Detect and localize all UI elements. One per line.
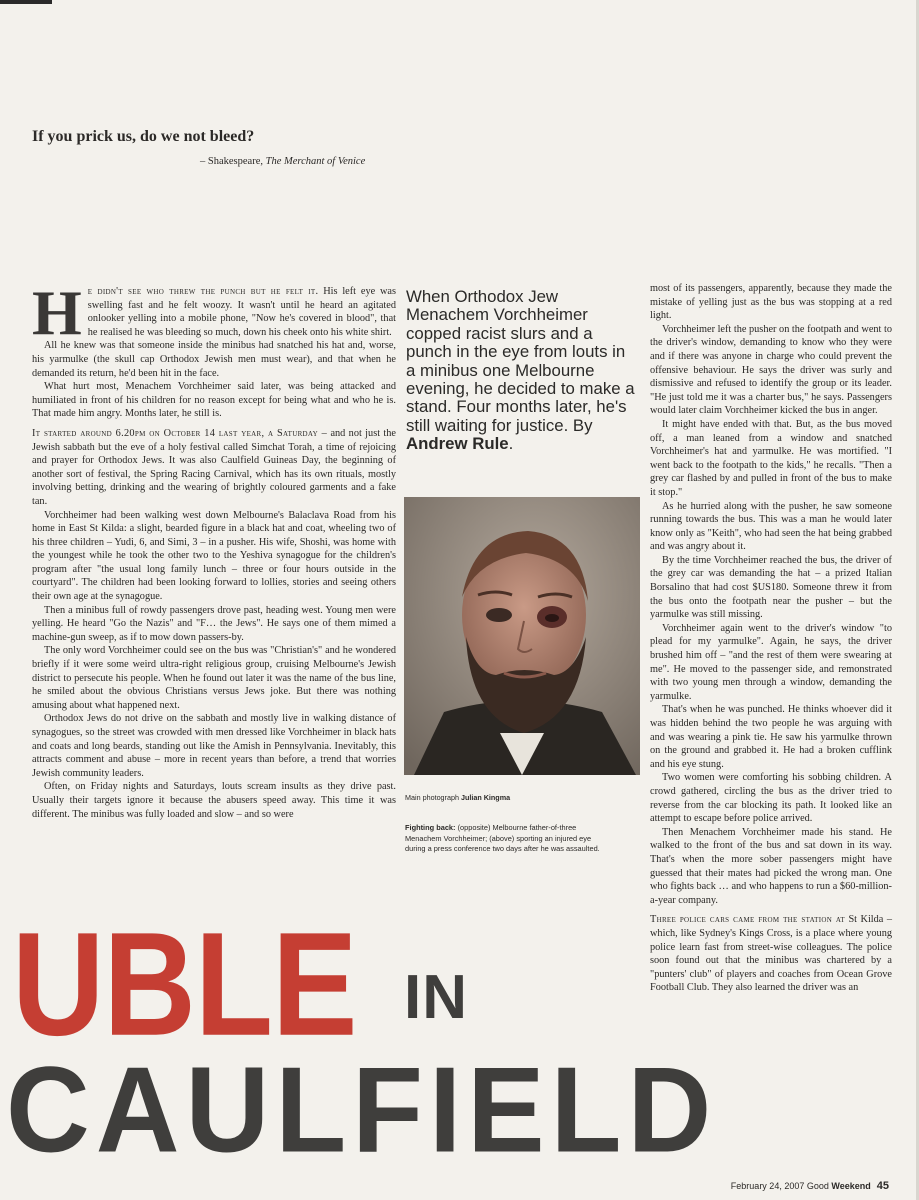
paragraph: The only word Vorchheimer could see on the bus was "Christian's" and he wondered briefly if it were some weird ultra-right religious group, cruising Melbourne's Jewish district to persecute his people. When he found out later it was the name of the bus line, he smiled about the obvious Christians versus Jews joke. But there was nothing amusing about what happened next. [32, 645, 396, 711]
paragraph: Vorchheimer left the pusher on the footpath and went to the driver's window, demanding to know who they were and if there was anyone in charge who could prevent the offensive behaviour. He says the driver was surly and dismissive and refused to identify the group or its leader. "He just told me it was a charter bus," he says. Passengers would later claim Vorchheimer kicked the bus in anger. [650, 323, 892, 417]
paragraph: What hurt most, Menachem Vorchheimer said later, was being attacked and humiliated in front of his children for no reason except for being what and who he is. That made him angry. Months later, he still is. [32, 381, 396, 420]
page-footer: February 24, 2007 Good Weekend 45 [730, 1180, 889, 1192]
portrait-illustration [404, 497, 640, 775]
portrait-photo [404, 497, 640, 775]
paragraph: Then a minibus full of rowdy passengers drove past, heading west. Young men were yelling. He heard "Go the Nazis" and "F… the Jews". He says one of them mimed a machine-gun sweep, as if to mow down passers-by. [32, 604, 396, 643]
photo-credit: Main photograph Julian Kingma [405, 793, 511, 802]
headline-in: IN [404, 963, 468, 1032]
paragraph: Orthodox Jews do not drive on the sabbath and mostly live in walking distance of synagogues, so the street was crowded with men dressed like Vorchheimer in black hats and coats and long beards, standing out like the Amish in Pennsylvania. Inevitably, this attracts comment and abuse – more in recent years than before, a trend that worries Jewish community leaders. [32, 713, 396, 779]
paragraph: By the time Vorchheimer reached the bus, the driver of the grey car was demanding the hat – a prized Italian Borsalino that had cost $US180. Someone threw it from the bus onto the footpath near the pusher – but the yarmulke was still missing. [650, 554, 892, 621]
paragraph: That's when he was punched. He thinks whoever did it was hidden behind the two people he was arguing with and was wearing a pink tie. He saw his yarmulke thrown on the ground and grabbed it. He had a broken cufflink and his eye stung. [650, 704, 892, 770]
standfirst: When Orthodox Jew Menachem Vorchheimer copped racist slurs and a punch in the eye from louts in a minibus one Melbourne evening, he decided to make a stand. Four months later, he's still waiting for justice. By Andrew Rule. [406, 287, 635, 454]
paragraph: Often, on Friday nights and Saturdays, louts scream insults as they drive past. Usually their targets ignore it because the abusers speed away. This time it was different. The minibus was fully loaded and slow – and so were [32, 781, 396, 820]
epigraph-attribution: – Shakespeare, The Merchant of Venice [200, 156, 366, 167]
article-column-3 [650, 282, 892, 995]
lead-paragraph: He didn't see who threw the punch but he felt it. His left eye was swelling fast and he felt woozy. It wasn't until he heard an agitated onlooker yelling into a mobile phone, "Now he's covered in blood", that he realised he was bleeding so much, down his cheek onto his white shirt. [32, 277, 397, 348]
epigraph-quote: If you prick us, do we not bleed? [32, 128, 255, 145]
paragraph: Two women were comforting his sobbing children. A crowd gathered, circling the bus as the driver tried to reverse from the car blocking its path. It looked like an attempt to escape before police arrived. [650, 772, 892, 825]
headline-caulfield: CAULFIELD [6, 1041, 718, 1178]
photo-caption: Fighting back: (opposite) Melbourne father-of-three Menachem Vorchheimer; (above) sporting an injured eye during a press conference two days after he was assaulted. [405, 823, 600, 853]
paragraph: Then Menachem Vorchheimer made his stand. He walked to the front of the bus and sat down in its way. That's when the more sober passengers might have guessed that their mates had picked the wrong man. One who fights back … and who happens to run a $60-million-a-year company. [650, 826, 892, 906]
top-rule [0, 0, 52, 4]
page-number: 45 [876, 1180, 889, 1192]
article-column-1 [32, 277, 397, 821]
headline-red-word: UBLE [12, 902, 357, 1067]
paragraph: All he knew was that someone inside the minibus had snatched his hat and, worse, his yarmulke (the skull cap Orthodox Jewish men must wear), and that when he demanded its return, he'd been hit in the face. [32, 340, 396, 379]
paragraph: most of its passengers, apparently, because they made the mistake of yelling just as the bus was stopping at a red light. [650, 283, 892, 322]
byline: Andrew Rule [406, 434, 509, 454]
paragraph: Vorchheimer had been walking west down Melbourne's Balaclava Road from his home in East St Kilda: a slight, bearded figure in a black hat and coat, wheeling two of his three children – Yudi, 6, and Simi, 3 – in a pusher. His wife, Shoshi, was home with the youngest while he took the other two to the Yeshiva synagogue for the children's program after "the usual long family lunch – three or four hours outside in the courtyard". The children had been looking forward to lollies, stories and seeing others their own age at the synagogue. [32, 509, 396, 603]
section-paragraph: Three police cars came from the station at St Kilda – which, like Sydney's Kings Cross, is a place where young police learn fast from street-wise colleagues. The police soon found out that the minibus was chartered by a "punters' club" of players and coaches from Ocean Grove Football Club. They also learned the driver was an [650, 914, 892, 994]
section-paragraph: It started around 6.20pm on October 14 last year, a Saturday – and not just the Jewish sabbath but the eve of a holy festival called Simchat Torah, a time of rejoicing and prayer for Orthodox Jews. It was also Caulfield Guineas Day, the beginning of another sort of festival, the Spring Racing Carnival, which has its own rituals, mostly involving betting, drinking and the wearing of brightly coloured garments and a fake tan. [32, 427, 397, 507]
paragraph: Vorchheimer again went to the driver's window "to plead for my yarmulke". Again, he says, the driver brushed him off – "and the rest of them were swearing at me". He moved to the passenger side, and remonstrated with two young men through a window, demanding the yarmulke. [650, 622, 892, 702]
paragraph: As he hurried along with the pusher, he saw someone running towards the bus. This was a man he would later know only as "Keith", who had seen the hat being grabbed and was angry about it. [650, 500, 892, 553]
paragraph: It might have ended with that. But, as the bus moved off, a man leaned from a window and snatched Vorchheimer's hat and yarmulke. He was mortified. "I went back to the footpath to the kids," he recalls. "Then a grey car flashed by and pulled in front of the bus to make it stop." [650, 418, 892, 498]
drop-cap: H [32, 277, 82, 348]
